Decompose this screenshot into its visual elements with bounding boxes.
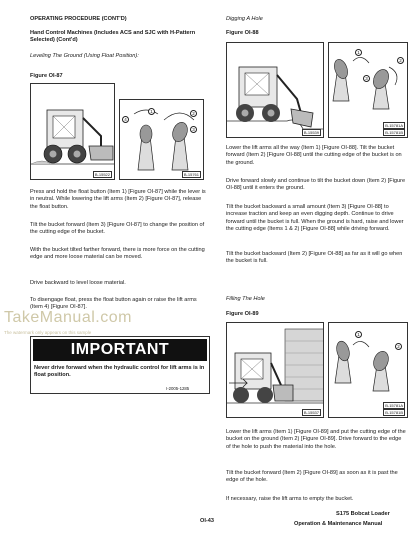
page-number: OI-43 bbox=[200, 518, 214, 524]
loader-illustration bbox=[227, 323, 324, 418]
figure-label: Figure OI-89 bbox=[226, 311, 259, 317]
paragraph: Lower the lift arms all the way (Item 1) [Figure OI-88]. Tilt the bucket forward (Item 2) [Figure OI-88] until the cutting edge of the bucket is on the ground. bbox=[226, 145, 402, 166]
paragraph: Drive forward slowly and continue to tilt the bucket down (Item 2) [Figure OI-88] until it enters the ground. bbox=[226, 178, 406, 192]
figure-label: Figure OI-87 bbox=[30, 73, 63, 79]
important-code: I-2005-1285 bbox=[166, 386, 190, 391]
section-heading: Digging A Hole bbox=[226, 16, 263, 22]
watermark: TakeManual.com bbox=[4, 309, 132, 326]
paragraph: Tilt the bucket backward a small amount (Item 3) [Figure OI-88] to increase traction and keep an even digging depth. Continue to drive forward until the bucket is full. When the ground is hard, raise and lower the cutting edge (Items 1 & 2) [Figure OI-88] while driving forward. bbox=[226, 204, 404, 233]
figure-code: B-15781B bbox=[385, 129, 403, 135]
callout-2: 2 bbox=[395, 343, 402, 350]
paragraph: With the bucket tilted farther forward, there is more force on the cutting edge and more loose material can be moved. bbox=[30, 247, 205, 261]
callout-4: 4 bbox=[122, 116, 129, 123]
callout-3: 3 bbox=[190, 126, 197, 133]
figure-code: B-15539 bbox=[303, 129, 319, 135]
watermark-note: The watermark only appears on this sample bbox=[4, 330, 92, 335]
paragraph: Tilt the bucket backward (Item 2) [Figure OI-88] as far as it will go when the bucket is full. bbox=[226, 251, 403, 265]
figure-code: B-15781B bbox=[385, 409, 403, 415]
callout-1: 1 bbox=[355, 331, 362, 338]
loader-illustration bbox=[227, 43, 324, 138]
figure-control-levers bbox=[328, 42, 408, 138]
figure-code: B-15522 bbox=[94, 171, 110, 177]
figure-code: B-15537 bbox=[303, 409, 319, 415]
paragraph: Tilt the bucket forward (Item 2) [Figure OI-89] as soon as it is past the edge of the hole. bbox=[226, 470, 398, 484]
subheading: Hand Control Machines (Includes ACS and SJC with H-Pattern Selected) (Cont'd) bbox=[30, 30, 196, 44]
paragraph: To disengage float, press the float button again or raise the lift arms (Item 4) [Figure OI-87]. bbox=[30, 297, 197, 311]
callout-2: 2 bbox=[190, 110, 197, 117]
figure-loader-digging bbox=[226, 42, 324, 138]
figure-loader-leveling bbox=[30, 83, 115, 180]
callout-2: 2 bbox=[397, 57, 404, 64]
figure-control-levers bbox=[119, 99, 204, 180]
figure-label: Figure OI-88 bbox=[226, 30, 259, 36]
paragraph: If necessary, raise the lift arms to empty the bucket. bbox=[226, 496, 354, 502]
section-heading: Filling The Hole bbox=[226, 296, 265, 302]
paragraph: Drive backward to level loose material. bbox=[30, 280, 126, 286]
footer-model: S175 Bobcat Loader bbox=[336, 511, 390, 517]
figure-code: B-15761 bbox=[183, 171, 199, 177]
loader-illustration bbox=[31, 84, 115, 180]
figure-control-levers bbox=[328, 322, 408, 418]
paragraph: Lower the lift arms (Item 1) [Figure OI-89] and put the cutting edge of the bucket on the ground (Item 2) [Figure OI-89]. Drive forward to the edge of the hole to push the material into the hole. bbox=[226, 429, 406, 450]
paragraph: Press and hold the float button (Item 1) [Figure OI-87] while the lever is in neutral. While lowering the lift arms (Item 2) [Figure OI-87], release the float button. bbox=[30, 189, 206, 210]
figure-loader-filling bbox=[226, 322, 324, 418]
important-text: Never drive forward when the hydraulic control for lift arms is in float position. bbox=[34, 365, 205, 379]
figure-code: B-15781A bbox=[385, 122, 403, 128]
footer-manual: Operation & Maintenance Manual bbox=[294, 521, 383, 527]
page-heading: OPERATING PROCEDURE (CONT'D) bbox=[30, 16, 127, 22]
section-heading: Leveling The Ground (Using Float Position): bbox=[30, 53, 139, 59]
callout-1: 1 bbox=[355, 49, 362, 56]
important-banner: IMPORTANT bbox=[33, 339, 207, 361]
callout-1: 1 bbox=[148, 108, 155, 115]
callout-3: 3 bbox=[363, 75, 370, 82]
figure-code: B-15781A bbox=[385, 402, 403, 408]
paragraph: Tilt the bucket forward (Item 3) [Figure OI-87] to change the position of the cutting edge of the bucket. bbox=[30, 222, 205, 236]
